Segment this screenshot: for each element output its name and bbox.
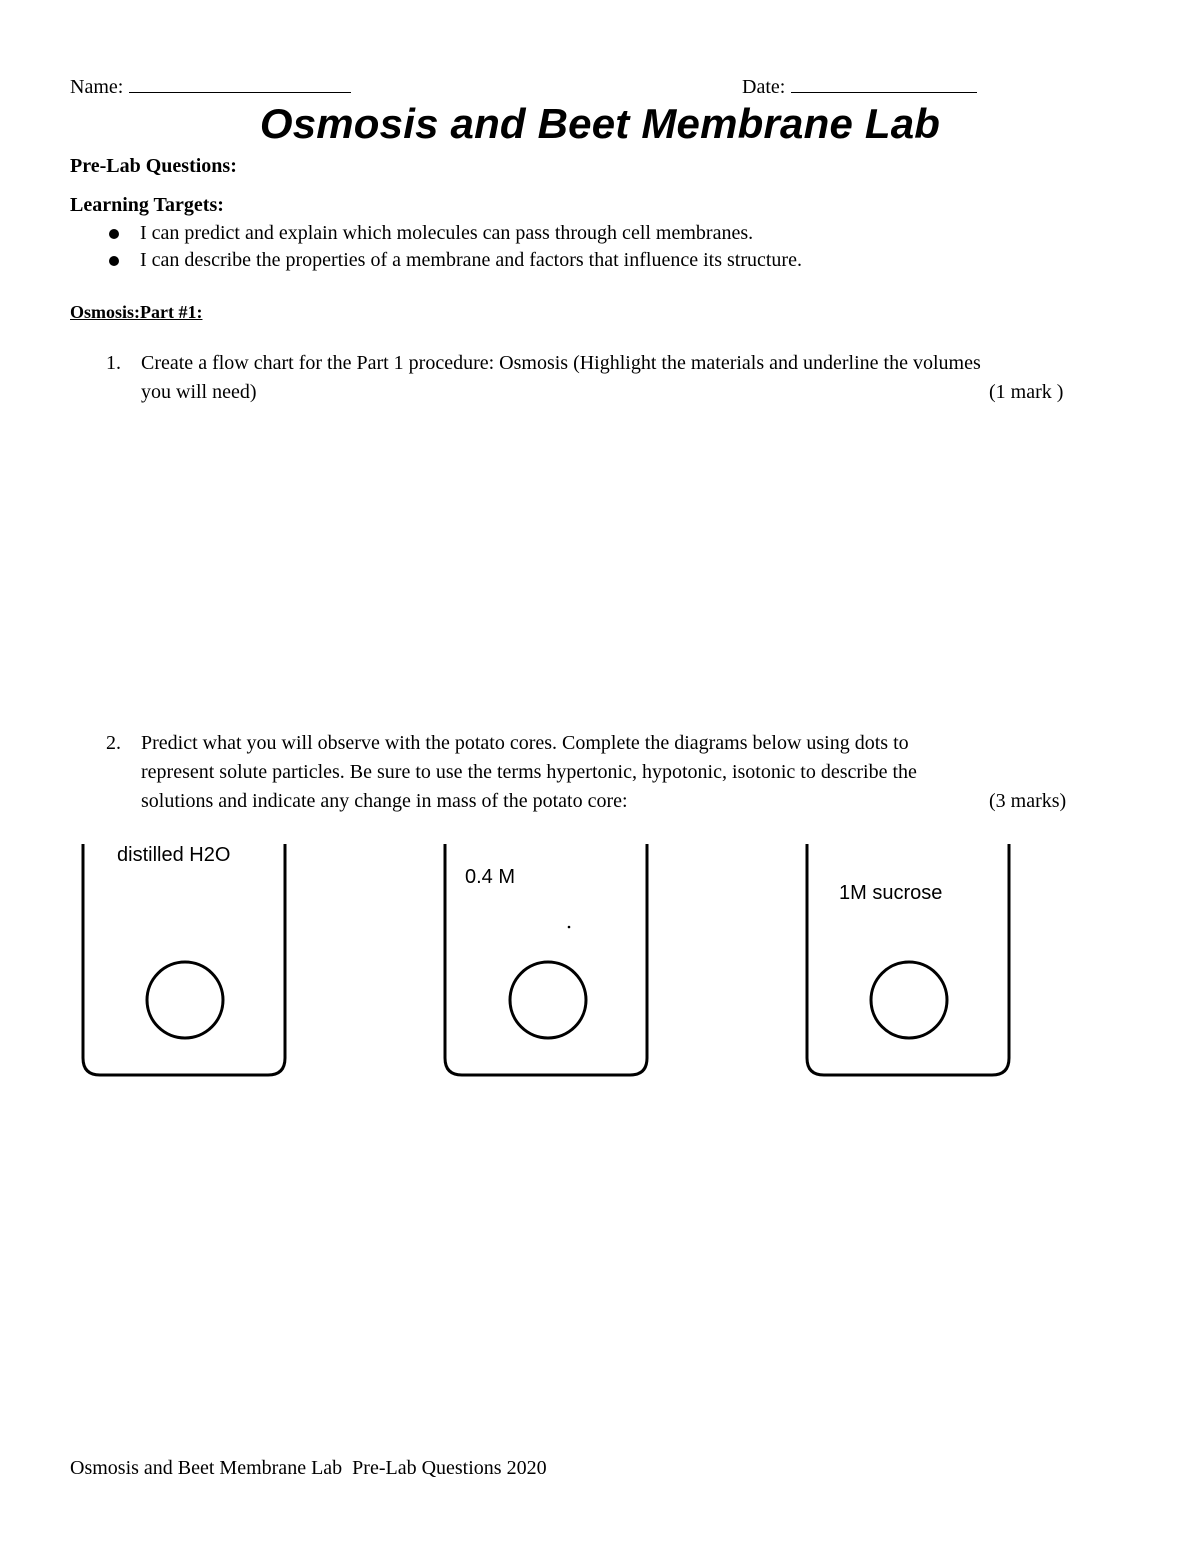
learning-targets-heading: Learning Targets: bbox=[70, 194, 224, 216]
prelab-heading: Pre-Lab Questions: bbox=[70, 155, 237, 177]
question-line-with-marks bbox=[141, 378, 1146, 407]
beaker-distilled-water[interactable] bbox=[81, 844, 287, 1078]
potato-core-icon bbox=[510, 962, 586, 1038]
learning-target-text: I can predict and explain which molecules can pass through cell membranes. bbox=[140, 222, 754, 244]
question-body bbox=[141, 729, 1146, 816]
beaker-label: 1M sucrose bbox=[839, 882, 943, 904]
learning-target-item bbox=[106, 220, 802, 247]
question-2 bbox=[106, 729, 1146, 816]
date-blank-line[interactable] bbox=[791, 74, 977, 93]
question-marks: (1 mark ) bbox=[989, 381, 1064, 403]
potato-core-icon bbox=[871, 962, 947, 1038]
learning-target-text: I can describe the properties of a membrane and factors that influence its structure. bbox=[140, 249, 802, 271]
question-body bbox=[141, 349, 1146, 407]
question-line: solutions and indicate any change in mass of the potato core: bbox=[141, 790, 628, 812]
beaker-label: distilled H2O bbox=[117, 844, 231, 866]
name-blank-line[interactable] bbox=[129, 74, 351, 93]
beaker-1m-sucrose[interactable] bbox=[805, 844, 1011, 1078]
question-line-with-marks bbox=[141, 787, 1146, 816]
question-marks: (3 marks) bbox=[989, 790, 1067, 812]
solute-dot-icon bbox=[568, 926, 571, 929]
name-field[interactable] bbox=[70, 74, 351, 99]
beaker-0-4m[interactable] bbox=[443, 844, 649, 1078]
question-line: represent solute particles. Be sure to use the terms hypertonic, hypotonic, isotonic to describe the bbox=[141, 761, 917, 783]
name-label: Name: bbox=[70, 76, 124, 98]
page-footer: Osmosis and Beet Membrane Lab Pre-Lab Questions 2020 bbox=[70, 1457, 547, 1479]
date-field[interactable] bbox=[742, 74, 977, 99]
potato-core-icon bbox=[147, 962, 223, 1038]
question-line: Create a flow chart for the Part 1 procedure: Osmosis (Highlight the materials and underline the volumes bbox=[141, 352, 981, 374]
question-line: Predict what you will observe with the potato cores. Complete the diagrams below using dots to bbox=[141, 732, 909, 754]
question-number: 1. bbox=[106, 352, 121, 374]
date-label: Date: bbox=[742, 76, 786, 98]
section-heading-osmosis-part1: Osmosis:Part #1: bbox=[70, 302, 203, 322]
beaker-outline-icon bbox=[805, 844, 1011, 1078]
learning-targets-list bbox=[106, 220, 802, 274]
beaker-label: 0.4 M bbox=[465, 866, 516, 888]
beaker-outline-icon bbox=[81, 844, 287, 1078]
bullet-icon bbox=[109, 229, 119, 239]
question-line: you will need) bbox=[141, 381, 257, 403]
question-1 bbox=[106, 349, 1146, 407]
page-title: Osmosis and Beet Membrane Lab bbox=[259, 100, 941, 147]
question-number: 2. bbox=[106, 732, 121, 754]
bullet-icon bbox=[109, 256, 119, 266]
learning-target-item bbox=[106, 247, 802, 274]
